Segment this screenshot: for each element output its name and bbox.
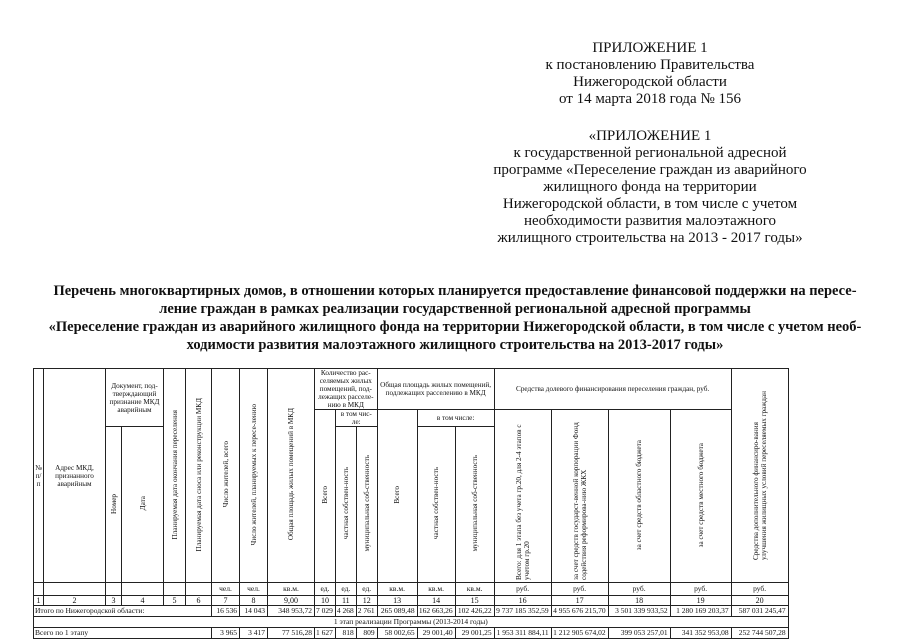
table-row	[34, 606, 789, 617]
appendix-line: программе «Переселение граждан из аварийного	[493, 162, 807, 178]
program-appendix-header	[470, 128, 830, 247]
unit-cell: кв.м.	[417, 583, 455, 596]
row-value: 1 280 169 203,37	[670, 606, 731, 617]
row-value: 265 089,48	[377, 606, 417, 617]
header-municipal: муниципальная соб-ственность	[356, 427, 377, 583]
appendix-line: ПРИЛОЖЕНИЕ 1	[592, 40, 708, 56]
header-rooms-count: Количество рас-селяемых жилых помещений, под-лежащих расселе-нию в МКД	[315, 369, 378, 410]
row-value: 3 417	[240, 628, 268, 639]
houses-table	[33, 368, 789, 639]
appendix-line: Нижегородской области, в том числе с учетом	[502, 196, 798, 212]
row-value: 77 516,28	[268, 628, 315, 639]
header-planned-end: Планируемая дата окончания переселения	[164, 369, 186, 583]
col-number: 13	[377, 596, 417, 606]
unit-cell: руб.	[551, 583, 608, 596]
col-number: 4	[122, 596, 164, 606]
row-value: 29 001,40	[417, 628, 455, 639]
header-doc: Документ, под-тверждающий признание МКД аварийным	[106, 369, 164, 427]
col-number: 6	[186, 596, 212, 606]
appendix-header	[470, 40, 830, 108]
header-doc-number: Номер	[106, 427, 122, 583]
col-number: 2	[44, 596, 106, 606]
table-row	[34, 628, 789, 639]
row-value: 1 953 311 884,11	[494, 628, 551, 639]
row-value: 7 029	[315, 606, 336, 617]
title-line: «Переселение граждан из аварийного жилищного фонда на территории Нижегородской области, в том числе с учетом необ-	[48, 319, 862, 335]
col-number: 15	[455, 596, 494, 606]
header-residents-planned: Число жителей, планируемых к пересе-лению	[240, 369, 268, 583]
col-number: 7	[212, 596, 240, 606]
header-area-in-that: в том числе:	[417, 410, 494, 427]
col-number: 17	[551, 596, 608, 606]
row-value: 58 002,65	[377, 628, 417, 639]
row-value: 9 737 185 352,59	[494, 606, 551, 617]
header-rooms-total: Всего	[315, 410, 336, 583]
row-value: 1 212 905 674,02	[551, 628, 608, 639]
appendix-line: жилищного фонда на территории	[543, 179, 757, 195]
row-label: Всего по 1 этапу	[34, 628, 212, 639]
appendix-line: Нижегородской области	[573, 74, 727, 90]
appendix-line: к постановлению Правительства	[545, 57, 755, 73]
row-value: 2 761	[356, 606, 377, 617]
row-value: 818	[335, 628, 356, 639]
appendix-line: к государственной региональной адресной	[513, 145, 787, 161]
stage-label: 1 этап реализации Программы (2013-2014 годы)	[34, 617, 789, 628]
appendix-line: «ПРИЛОЖЕНИЕ 1	[588, 128, 712, 144]
header-num: № п/п	[34, 369, 44, 583]
unit-cell: ед.	[356, 583, 377, 596]
unit-cell: руб.	[670, 583, 731, 596]
col-number: 5	[164, 596, 186, 606]
stage-row	[34, 617, 789, 628]
row-value: 399 053 257,01	[608, 628, 670, 639]
header-area-total: Всего	[377, 410, 417, 583]
title-line: ление граждан в рамках реализации государственной региональной адресной программы	[159, 301, 751, 317]
row-label: Итого по Нижегородской области:	[34, 606, 212, 617]
unit-cell: кв.м.	[268, 583, 315, 596]
col-number: 16	[494, 596, 551, 606]
unit-cell: руб.	[494, 583, 551, 596]
header-area-private: частная собствен-ность	[417, 427, 455, 583]
row-value: 809	[356, 628, 377, 639]
header-fund-region: за счет средств областного бюджета	[608, 410, 670, 583]
unit-cell: кв.м.	[455, 583, 494, 596]
header-doc-date: Дата	[122, 427, 164, 583]
header-planned-demolition: Планируемая дата сноса или реконструкции МКД	[186, 369, 212, 583]
row-value: 4 955 676 215,70	[551, 606, 608, 617]
col-number: 18	[608, 596, 670, 606]
row-value: 16 536	[212, 606, 240, 617]
header-area-resettled: Общая площадь жилых помещений, подлежащих расселению в МКД	[377, 369, 494, 410]
row-value: 162 663,26	[417, 606, 455, 617]
row-value: 252 744 507,28	[731, 628, 788, 639]
header-area-municipal: муниципальная соб-ственность	[455, 427, 494, 583]
row-value: 102 426,22	[455, 606, 494, 617]
header-fund-extra: Средства дополнительного финансиро-вания улучшения жилищных условий переселяемых граждан	[731, 369, 788, 583]
appendix-line: необходимости развития малоэтажного	[523, 213, 777, 229]
appendix-line: от 14 марта 2018 года № 156	[558, 91, 742, 107]
row-value: 29 001,25	[455, 628, 494, 639]
header-fund-local: за счет средств местного бюджета	[670, 410, 731, 583]
col-number: 8	[240, 596, 268, 606]
column-number-row	[34, 596, 789, 606]
unit-cell: руб.	[731, 583, 788, 596]
header-fund-corp: за счет средств государст-венной корпорации Фонд содействия реформирова-нию ЖКХ	[551, 410, 608, 583]
header-residents-total: Число жителей, всего	[212, 369, 240, 583]
col-number: 19	[670, 596, 731, 606]
col-number: 12	[356, 596, 377, 606]
col-number: 3	[106, 596, 122, 606]
col-number: 20	[731, 596, 788, 606]
header-funding: Средства долевого финансирования переселения граждан, руб.	[494, 369, 731, 410]
col-number: 1	[34, 596, 44, 606]
row-value: 1 627	[315, 628, 336, 639]
header-in-that: в том чис-ле:	[335, 410, 377, 427]
header-fund-total: Всего: для 1 этапа без учета гр.20, для 2-4 этапов с учетом гр.20	[494, 410, 551, 583]
title-line: ходимости развития малоэтажного жилищного строительства на 2013-2017 годы»	[186, 337, 724, 353]
row-value: 14 043	[240, 606, 268, 617]
col-number: 14	[417, 596, 455, 606]
unit-cell: ед.	[315, 583, 336, 596]
appendix-line: жилищного строительства на 2013 - 2017 годы»	[497, 230, 803, 246]
row-value: 4 268	[335, 606, 356, 617]
title-line: Перечень многоквартирных домов, в отношении которых планируется предоставление финансовой поддержки на пересе-	[53, 283, 857, 299]
row-value: 587 031 245,47	[731, 606, 788, 617]
col-number: 11	[335, 596, 356, 606]
unit-cell: руб.	[608, 583, 670, 596]
header-total-area: Общая площадь жилых помещений в МКД	[268, 369, 315, 583]
unit-cell: кв.м.	[377, 583, 417, 596]
row-value: 3 501 339 933,52	[608, 606, 670, 617]
unit-cell: ед.	[335, 583, 356, 596]
document-title	[30, 282, 880, 354]
unit-cell: чел.	[212, 583, 240, 596]
row-value: 341 352 953,08	[670, 628, 731, 639]
unit-cell: чел.	[240, 583, 268, 596]
header-address: Адрес МКД, признанного аварийным	[44, 369, 106, 583]
col-number: 10	[315, 596, 336, 606]
col-number: 9,00	[268, 596, 315, 606]
header-private: частная собствен-ность	[335, 427, 356, 583]
row-value: 3 965	[212, 628, 240, 639]
row-value: 348 953,72	[268, 606, 315, 617]
